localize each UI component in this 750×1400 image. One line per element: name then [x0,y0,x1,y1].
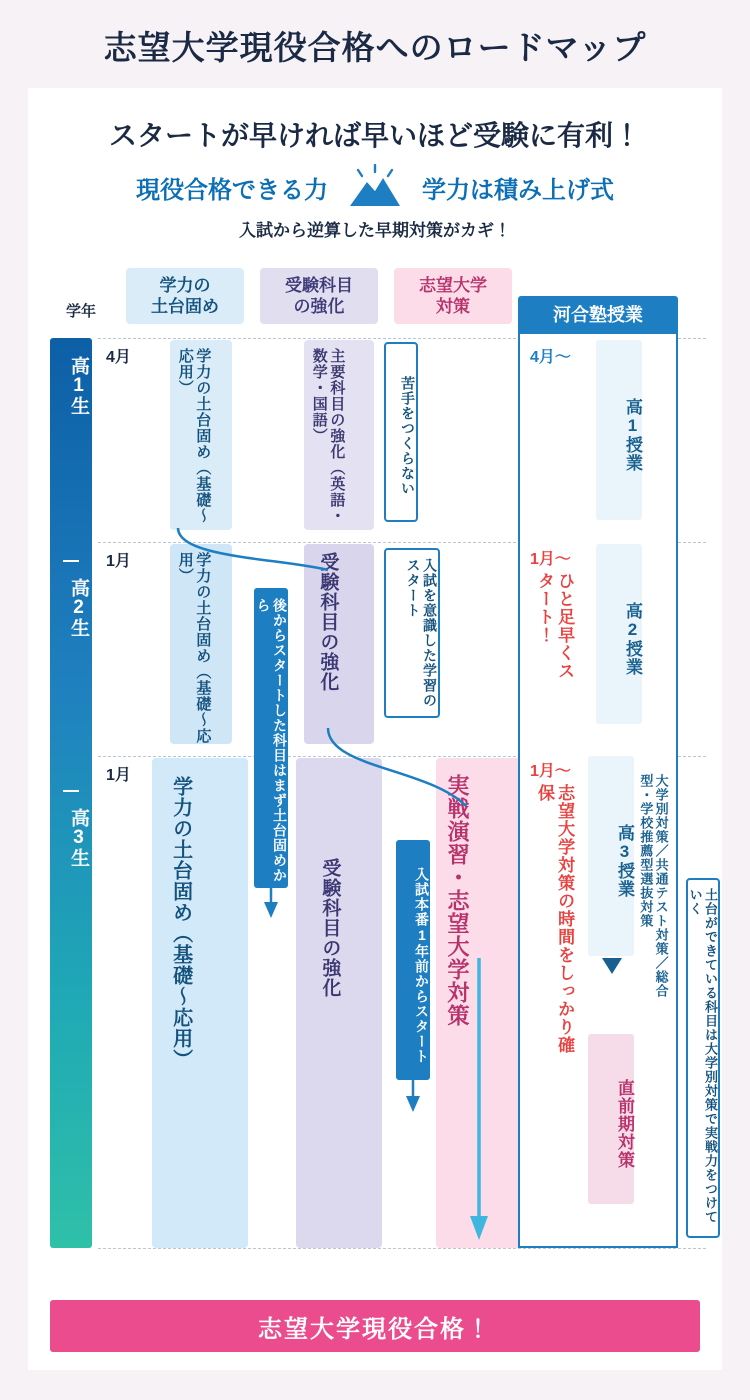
kawai-card-g1: 高1授業 [596,340,642,520]
column-header-foundation: 学力の 土台固め [126,268,244,324]
grade-label-2: 高2生 [68,578,89,637]
callout-foundation-ready: 土台ができている科目は大学別対策で実戦力をつけていく [686,878,720,1238]
lead-headline: スタートが早ければ早いほど受験に有利！ [108,120,641,151]
month-marker-apr: 4月 [106,349,131,366]
kawai-final-card: 直前期対策 [588,1034,634,1204]
month-marker-jan-g3: 1月 [106,767,131,784]
lead-note: 入試から逆算した早期対策がカギ！ [239,221,511,240]
row-separator-bottom [98,1248,706,1249]
callout-late-start-foundation: 後からスタートした科目はまず土台固めから [254,588,288,888]
kawai-card-g3: 高3授業 [588,756,634,956]
kawai-g3-detail: 大学別対策／共通テスト対策／総合型・学校推薦型選抜対策 [638,774,669,998]
roadmap-chart [28,258,722,1288]
grade-label-1: 高1生 [68,356,89,415]
band-subjects-grade3: 受験科目の強化 [296,758,382,1248]
mountain-icon [344,164,406,210]
page-title: 志望大学現役合格へのロードマップ [103,29,647,66]
axis-label-grade: 学年 [65,303,96,320]
footer-banner: 志望大学現役合格！ [50,1300,700,1352]
band-foundation-grade2: 学力の土台固め（基礎〜応用） [170,544,232,744]
lead-subrow [28,164,722,210]
month-marker-jan-g2: 1月 [106,553,131,570]
callout-one-year-before: 入試本番1年前からスタート [396,840,430,1080]
band-target-grade3: 実戦演習・志望大学対策 [436,758,522,1248]
callout-no-weak-subjects: 苦手をつくらない [384,342,418,522]
column-header-kawai: 河合塾授業 [518,296,678,334]
band-foundation-grade1: 学力の土台固め（基礎〜応用） [170,340,232,530]
grade-axis-bar [50,338,92,1248]
grade-label-3: 高3生 [68,808,89,867]
callout-exam-aware-start: 入試を意識した学習のスタート [384,548,440,718]
column-header-subjects: 受験科目 の強化 [260,268,378,324]
kawai-card-g2: 高2授業 [596,544,642,724]
content-card [28,88,722,1370]
kawai-month-g2: 1月〜 [530,551,571,568]
kawai-note-g3: 志望大学対策の時間をしっかり確保 [535,784,575,1054]
lead-left-text: 現役合格できる力 [136,176,328,204]
kawai-month-g3: 1月〜 [530,763,571,780]
band-subjects-grade1: 主要科目の強化（英語・数学・国語） [304,340,374,530]
band-subjects-grade2: 受験科目の強化 [304,544,374,744]
kawai-month-g1: 4月〜 [530,349,571,366]
lead-right-text: 学力は積み上げ式 [422,176,614,204]
kawai-note-g2: ひと足早くスタート！ [535,572,575,680]
column-header-target: 志望大学 対策 [394,268,512,324]
band-foundation-grade3: 学力の土台固め（基礎〜応用） [152,758,248,1248]
kawai-lesson-column [518,334,678,1248]
